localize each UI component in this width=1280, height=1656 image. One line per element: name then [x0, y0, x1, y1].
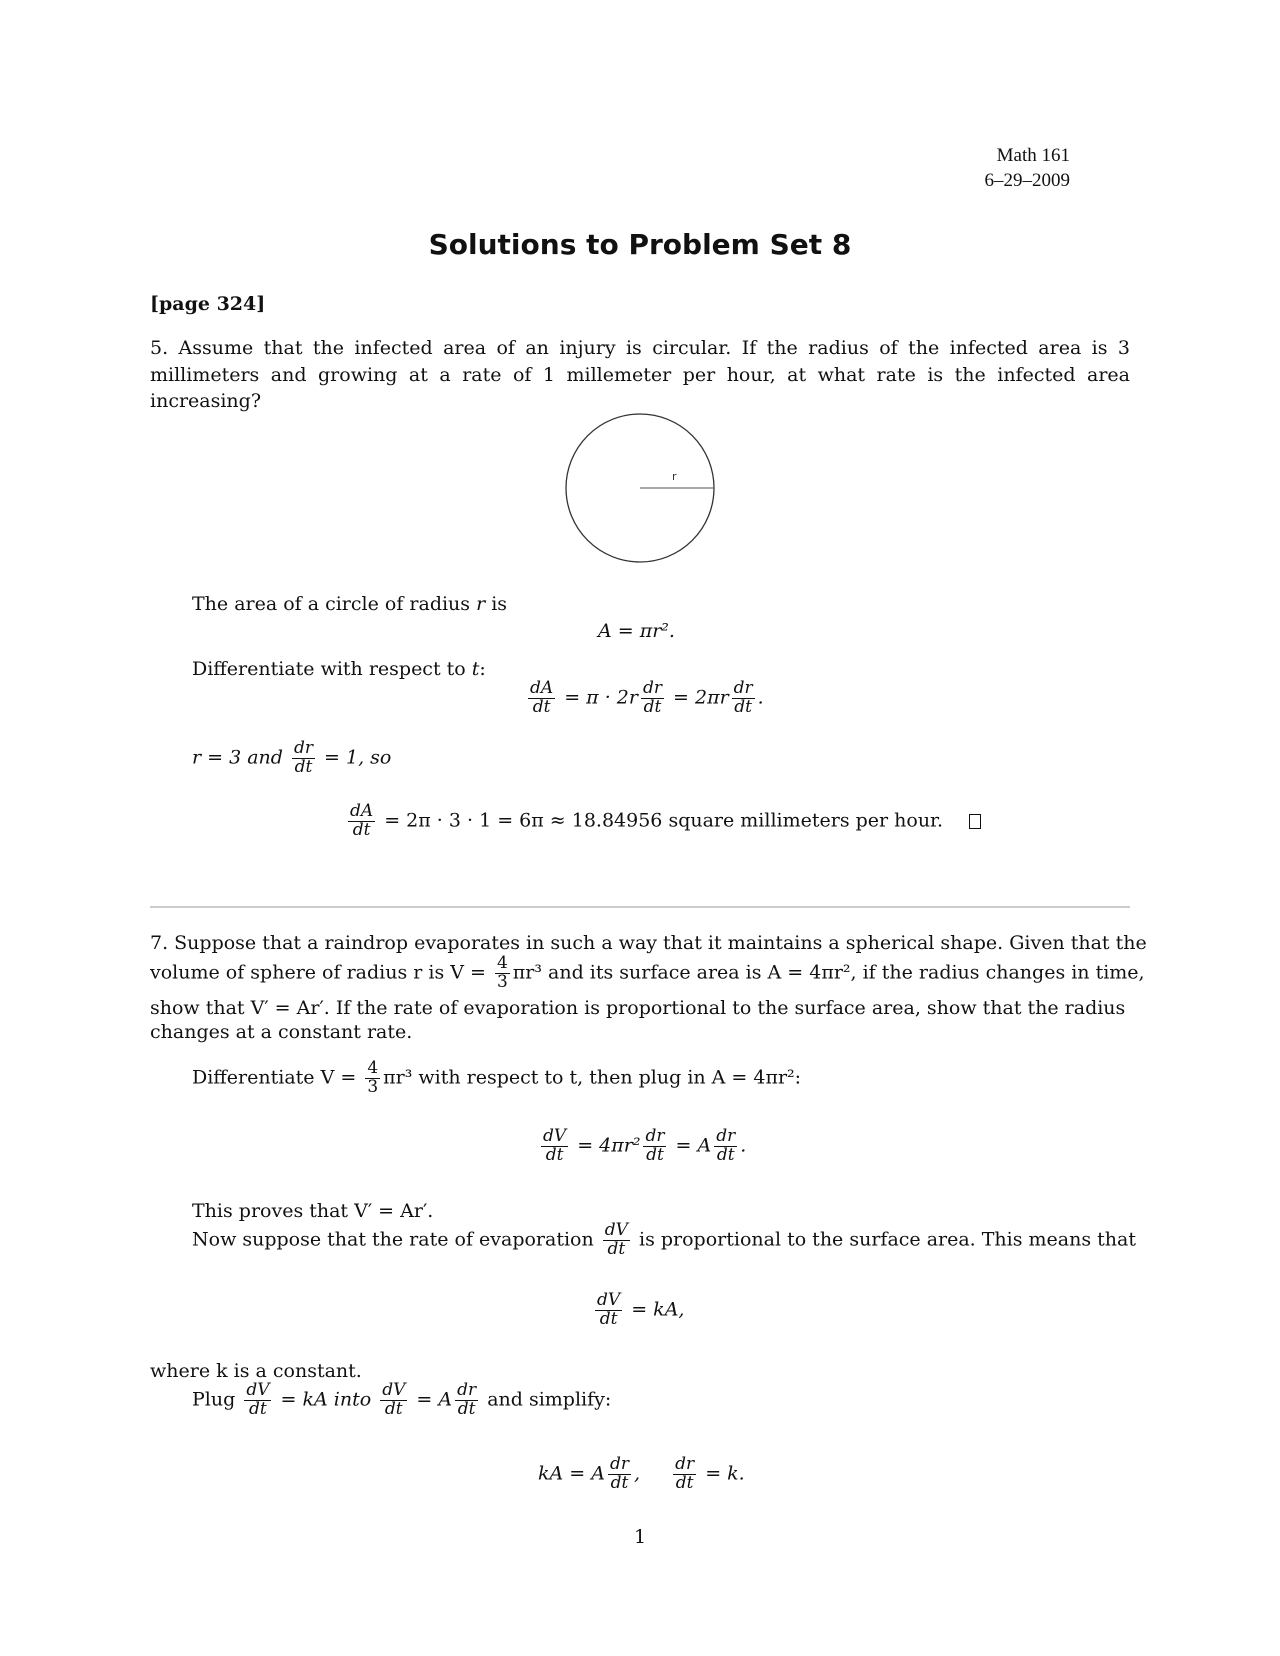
- proves-statement: This proves that V′ = Ar′.: [192, 1200, 434, 1222]
- problem-7-line-3: show that V′ = Ar′. If the rate of evaporation is proportional to the surface area, show that the radius: [150, 997, 1126, 1019]
- suppose-statement: Now suppose that the rate of evaporation $\frac{dV}{dt}$ is proportional to the surface area. This means that: [192, 1220, 1136, 1259]
- volume-derivative: $\frac{dV}{dt}$ = 4πr² $\frac{dr}{dt}$ = A $\frac{dr}{dt}$ .: [543, 1126, 747, 1165]
- date-label: 6–29–2009: [984, 170, 1070, 191]
- page-title: Solutions to Problem Set 8: [428, 228, 852, 261]
- derivative-equation: $\frac{dA}{dt}$ = π · 2r $\frac{dr}{dt}$ = 2πr $\frac{dr}{dt}$ .: [530, 678, 764, 717]
- qed-symbol: [969, 814, 981, 829]
- where-k-statement: where k is a constant.: [150, 1360, 362, 1382]
- area-intro: The area of a circle of radius r is: [192, 593, 508, 615]
- problem-7-line-2: volume of sphere of radius r is V = $\frac{4}{3}$ πr³ and its surface area is A = 4πr², if the radius changes in time,: [150, 953, 1145, 992]
- page-reference: [page 324]: [150, 293, 266, 315]
- result-equation: $\frac{dA}{dt}$ = 2π · 3 · 1 = 6π ≈ 18.84956 square millimeters per hour.: [345, 803, 981, 840]
- course-label: Math 161: [996, 145, 1070, 166]
- area-formula: A = πr².: [598, 620, 675, 642]
- problem-5-statement: 5. Assume that the infected area of an injury is circular. If the radius of the infected area is 3 millimeters and growing at a rate of 1 millemeter per hour, at what rate is the infected area increasing?: [150, 337, 1130, 413]
- differentiate-intro: Differentiate with respect to t:: [192, 658, 486, 680]
- problem-7-line-1: 7. Suppose that a raindrop evaporates in such a way that it maintains a spherical shape. Given that the: [150, 932, 1147, 954]
- given-values: r = 3 and $\frac{dr}{dt}$ = 1, so: [192, 738, 392, 777]
- proportional-equation: $\frac{dV}{dt}$ = kA,: [597, 1290, 685, 1329]
- final-equation: kA = A $\frac{dr}{dt}$ , $\frac{dr}{dt}$ = k.: [538, 1454, 745, 1493]
- circle-figure: [560, 408, 720, 568]
- plug-statement: Plug $\frac{dV}{dt}$ = kA into $\frac{dV}{dt}$ = A $\frac{dr}{dt}$ and simplify:: [192, 1380, 612, 1419]
- section-divider: [150, 906, 1130, 908]
- radius-label: r: [672, 470, 677, 483]
- page-number: 1: [633, 1526, 647, 1548]
- problem-7-line-4: changes at a constant rate.: [150, 1021, 413, 1043]
- differentiate-volume: Differentiate V = $\frac{4}{3}$ πr³ with respect to t, then plug in A = 4πr²:: [192, 1058, 802, 1097]
